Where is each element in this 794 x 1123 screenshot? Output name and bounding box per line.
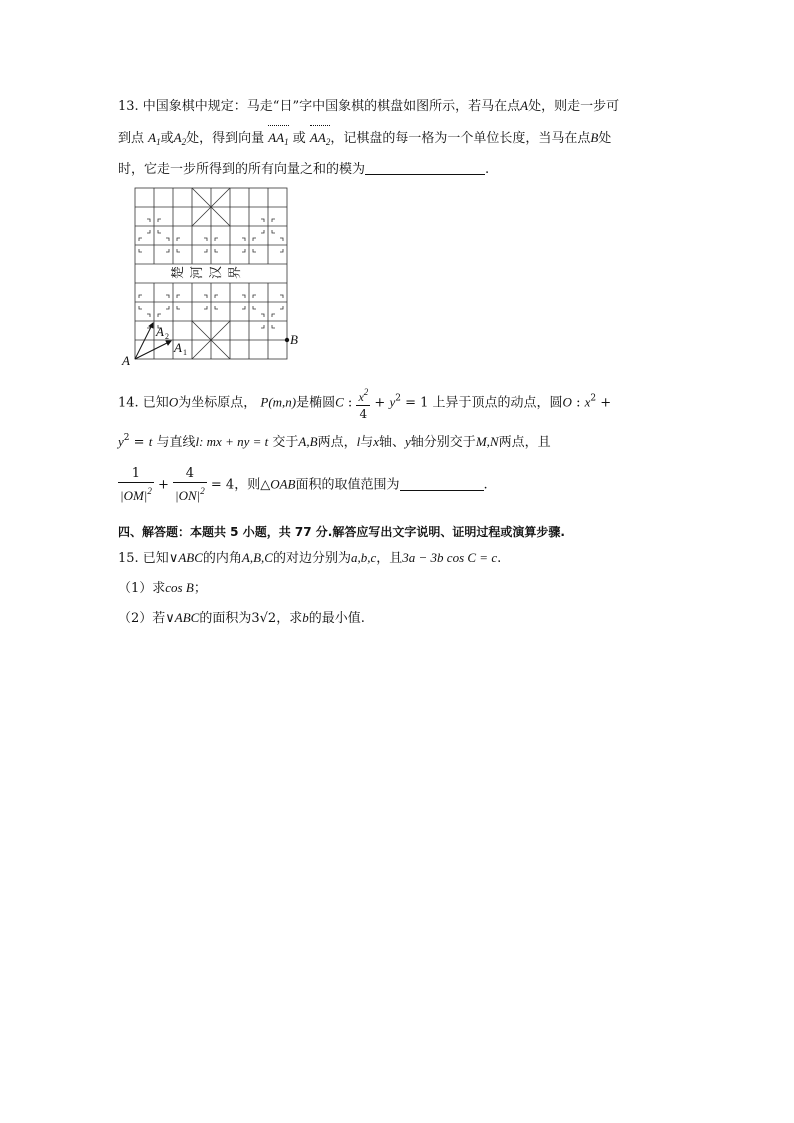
q13-line1 xyxy=(118,96,619,117)
q15-cosB: cos B xyxy=(165,580,194,595)
q13-point-A2: $A_2$ xyxy=(173,130,187,147)
label-A: A xyxy=(122,353,130,366)
q15-b: b xyxy=(302,610,309,625)
q14-text: 为坐标原点， xyxy=(178,395,257,411)
ellipse-fraction: $\frac{x^2}{4}$ xyxy=(356,384,370,422)
q13-text-2b: 或 xyxy=(160,131,174,146)
q13-text-2f: 处 xyxy=(598,131,612,146)
q14-O: O xyxy=(168,394,179,410)
q13-text-1-end: 处，则走一步可 xyxy=(528,99,620,114)
q14-MN: M,N xyxy=(475,434,499,449)
q15-text: 的对边分别为 xyxy=(272,551,351,566)
answer-blank-13[interactable] xyxy=(365,160,485,175)
q15-period: . xyxy=(497,551,502,566)
q13-text-2a: 到点 xyxy=(118,131,145,146)
q14-x: x xyxy=(373,434,379,449)
label-B: B xyxy=(290,332,298,347)
q14-AB: A,B xyxy=(298,434,318,449)
q15-part1-end: ； xyxy=(193,581,207,596)
answer-blank-14[interactable] xyxy=(400,476,484,491)
q15-text: ，且 xyxy=(376,551,403,566)
river-char: 河 xyxy=(190,265,205,279)
q14-l2: l xyxy=(356,434,361,449)
q14-C: C xyxy=(335,394,344,410)
q14-line2: $y^2 = t$ 与直线l: mx + ny = t 交于A,B两点，l与x轴、y轴分别交于M,N两点，且 xyxy=(118,433,551,450)
label-A1: A xyxy=(174,340,182,355)
fraction-4-over-ON: $\frac{4}{|ON|^2}$ xyxy=(175,466,205,503)
q15-part2-text: 的面积为 xyxy=(199,611,252,626)
vector-arrow-AA1 xyxy=(135,341,171,359)
q13-period: . xyxy=(485,162,490,177)
frac-den: |OM| xyxy=(120,488,148,503)
river-char: 界 xyxy=(228,265,243,279)
q15-part1-text: （1）求 xyxy=(118,581,166,596)
q14-line-eq: : mx + ny = t xyxy=(199,434,269,449)
fraction-1-over-OM: $\frac{1}{|OM|^2}$ xyxy=(120,466,152,503)
q15-area: 3√2 xyxy=(251,611,277,626)
river-char: 楚 xyxy=(171,265,186,279)
label-A2-sub: 2 xyxy=(165,332,169,341)
q15-equation: 3a − 3b cos C = c xyxy=(402,550,498,565)
q13-point-A1: $A_1$ xyxy=(148,130,161,147)
q14-text: 与直线 xyxy=(156,435,196,450)
q15-ABC: ABC xyxy=(178,550,203,565)
vector-arrow-AA2 xyxy=(135,323,153,359)
q14-OAB: OAB xyxy=(270,476,296,492)
frac-num: 1 xyxy=(118,466,154,483)
q14-l: l xyxy=(195,434,200,449)
vector-AA1: $AA_1$ xyxy=(268,128,288,152)
q14-text: 轴、 xyxy=(379,435,406,450)
q14-P: P xyxy=(260,394,269,410)
triangle-symbol: ∨ xyxy=(165,611,175,626)
q14-text: 是椭圆 xyxy=(296,395,336,411)
frac-num: 4 xyxy=(173,466,207,483)
q14-text: ，则△ xyxy=(234,477,271,493)
q13-point-B: B xyxy=(590,130,599,145)
q13-point-A: A xyxy=(520,98,529,113)
q14-text: 面积的取值范围为 xyxy=(295,477,400,493)
q14-line3: $\frac{1}{|OM|^2}$ + $\frac{4}{|ON|^2}$ = 4，则△OAB面积的取值范围为 . xyxy=(120,466,488,503)
q14-line1: 14. 已知O为坐标原点， P(m,n)是椭圆C : $\frac{x^2}{4}$ + $y^2 = 1$ 上异于顶点的动点，圆O : $x^2$ + xyxy=(118,384,611,422)
q14-text: 上异于顶点的动点，圆 xyxy=(432,395,563,411)
q14-text: 与 xyxy=(360,435,374,450)
q15-text: 的内角 xyxy=(202,551,242,566)
q14-text: 轴分别交于 xyxy=(410,435,476,450)
q15-angles: A,B,C xyxy=(241,550,273,565)
q14-circle-O: O xyxy=(562,394,572,410)
q15-part2-text: ，求 xyxy=(276,611,303,626)
q13-text-1: 13. 中国象棋中规定：马走“日”字中国象棋的棋盘如图所示，若马在点 xyxy=(118,99,521,114)
q14-mn: (m,n) xyxy=(268,394,297,410)
point-B-dot xyxy=(285,338,289,342)
section-heading: 四、解答题：本题共 5 小题，共 77 分.解答应写出文字说明、证明过程或演算步骤. xyxy=(118,525,565,539)
q15-ABC: ABC xyxy=(174,610,200,625)
q14-text: 14. 已知 xyxy=(118,395,169,411)
q14-eq: = 4 xyxy=(210,477,235,493)
q15-part2-end: 的最小值. xyxy=(308,611,365,626)
q13-text-3: 时，它走一步所得到的所有向量之和的模为 xyxy=(118,162,366,177)
chess-board-figure xyxy=(118,184,308,366)
q14-y: y xyxy=(405,434,411,449)
river-char: 汉 xyxy=(209,265,224,279)
q13-text-2d: 或 xyxy=(292,131,306,146)
q14-text: 两点， xyxy=(317,435,357,450)
label-A2: A xyxy=(156,324,164,339)
q15-part1 xyxy=(118,578,207,599)
frac-den: |ON| xyxy=(175,488,201,503)
triangle-symbol: ∨ xyxy=(168,551,179,566)
q15-line1 xyxy=(118,548,501,569)
q13-line3 xyxy=(118,160,489,180)
q14-period: . xyxy=(483,477,488,493)
q15-sides: a,b,c xyxy=(350,550,377,565)
q14-text: 交于 xyxy=(272,435,299,450)
q15-part2-text: （2）若 xyxy=(118,611,166,626)
q13-text-2c: 处，得到向量 xyxy=(186,131,265,146)
vector-AA2: $AA_2$ xyxy=(310,128,330,152)
q15-text: 15. 已知 xyxy=(118,551,169,566)
q13-line2 xyxy=(118,128,611,152)
river-label xyxy=(170,266,243,279)
q13-text-2e: ，记棋盘的每一格为一个单位长度，当马在点 xyxy=(330,131,591,146)
label-A1-sub: 1 xyxy=(183,348,187,357)
q15-part2 xyxy=(118,608,365,629)
q14-text: 两点，且 xyxy=(498,435,551,450)
